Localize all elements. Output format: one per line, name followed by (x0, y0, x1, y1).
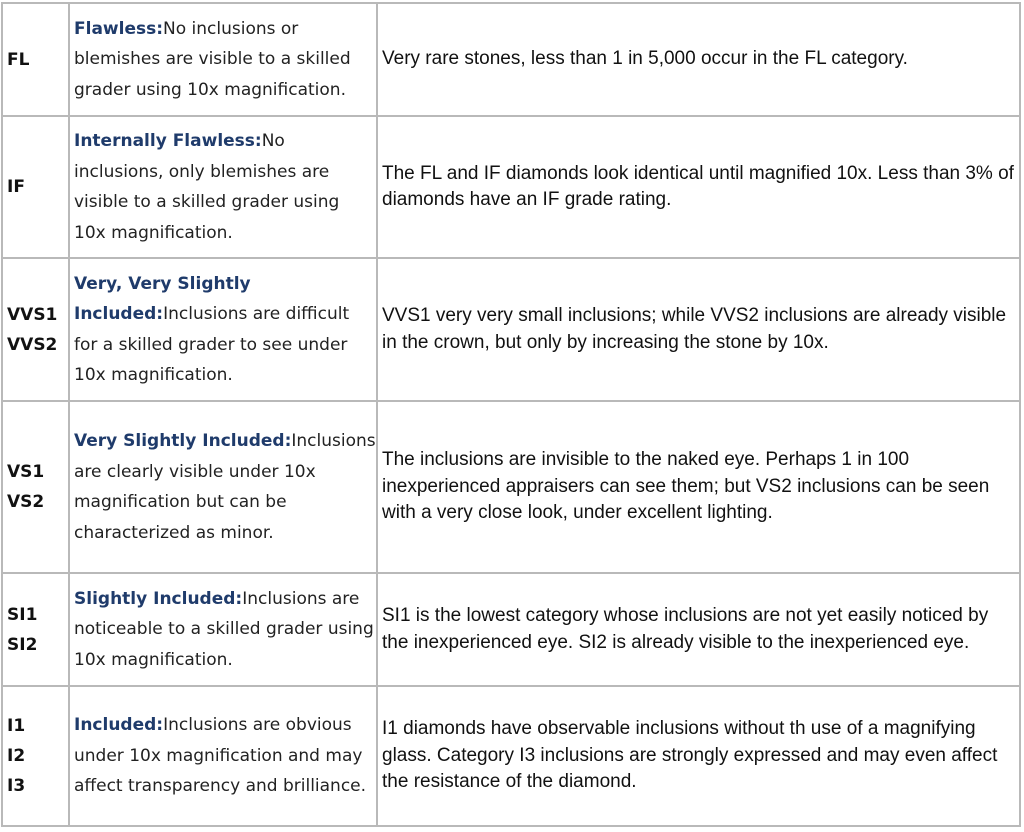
grade-label: I3 (7, 776, 26, 796)
table-row (2, 3, 1020, 116)
table-row (2, 401, 1020, 573)
grade-term: Very, Very Slightly Included: (74, 273, 251, 324)
grade-cell (2, 258, 69, 401)
grade-label: I1 (7, 716, 26, 736)
grade-label: I2 (7, 746, 26, 766)
grade-term: Internally Flawless: (74, 131, 262, 151)
definition-cell (69, 573, 377, 686)
definition-cell (69, 116, 377, 258)
grade-definition: No inclusions, only blemishes are visible to a skilled grader using 10x magnification. (74, 131, 340, 243)
definition-cell (69, 3, 377, 116)
grade-cell (2, 3, 69, 116)
description-cell: SI1 is the lowest category whose inclusions are not yet easily noticed by the inexperienced eye. SI2 is already visible to the inexperienced eye. (377, 573, 1020, 686)
grade-definition: No inclusions or blemishes are visible to a skilled grader using 10x magnification. (74, 18, 351, 100)
grade-label: VS1 (7, 462, 45, 482)
grade-cell (2, 401, 69, 573)
grade-definition: Inclusions are clearly visible under 10x magnification but can be characterized as minor. (74, 431, 376, 543)
definition-cell (69, 258, 377, 401)
grade-cell (2, 686, 69, 826)
grade-label: VVS1 (7, 304, 58, 325)
grade-label: SI1 (7, 604, 38, 625)
table-row (2, 686, 1020, 826)
table-row (2, 573, 1020, 686)
description-cell: The inclusions are invisible to the naked eye. Perhaps 1 in 100 inexperienced appraisers can see them; but VS2 inclusions can be seen with a very close look, under excellent lighting. (377, 401, 1020, 573)
grade-label: SI2 (7, 634, 38, 655)
description-cell: Very rare stones, less than 1 in 5,000 occur in the FL category. (377, 3, 1020, 116)
grade-label: FL (7, 49, 30, 70)
grade-definition: Inclusions are noticeable to a skilled grader using 10x magnification. (74, 588, 374, 670)
description-cell: VVS1 very very small inclusions; while VVS2 inclusions are already visible in the crown, but only by increasing the stone by 10x. (377, 258, 1020, 401)
grade-label: VS2 (7, 492, 45, 512)
description-cell: The FL and IF diamonds look identical until magnified 10x. Less than 3% of diamonds have an IF grade rating. (377, 116, 1020, 258)
table-row (2, 116, 1020, 258)
grade-label: IF (7, 177, 25, 197)
table-row (2, 258, 1020, 401)
grade-term: Included: (74, 715, 164, 736)
grade-cell (2, 116, 69, 258)
definition-cell (69, 686, 377, 826)
grade-term: Slightly Included: (74, 588, 243, 609)
description-cell: I1 diamonds have observable inclusions without th use of a magnifying glass. Category I3 inclusions are strongly expressed and may even affect the resistance of the diamond. (377, 686, 1020, 826)
grade-cell (2, 573, 69, 686)
definition-cell (69, 401, 377, 573)
grade-label: VVS2 (7, 334, 58, 355)
grade-term: Flawless: (74, 18, 164, 39)
grade-definition: Inclusions are difficult for a skilled grader to see under 10x magnification. (74, 304, 350, 385)
grade-term: Very Slightly Included: (74, 431, 292, 451)
grade-definition: Inclusions are obvious under 10x magnification and may affect transparency and brilliance. (74, 715, 367, 797)
clarity-grade-table (1, 2, 1021, 827)
